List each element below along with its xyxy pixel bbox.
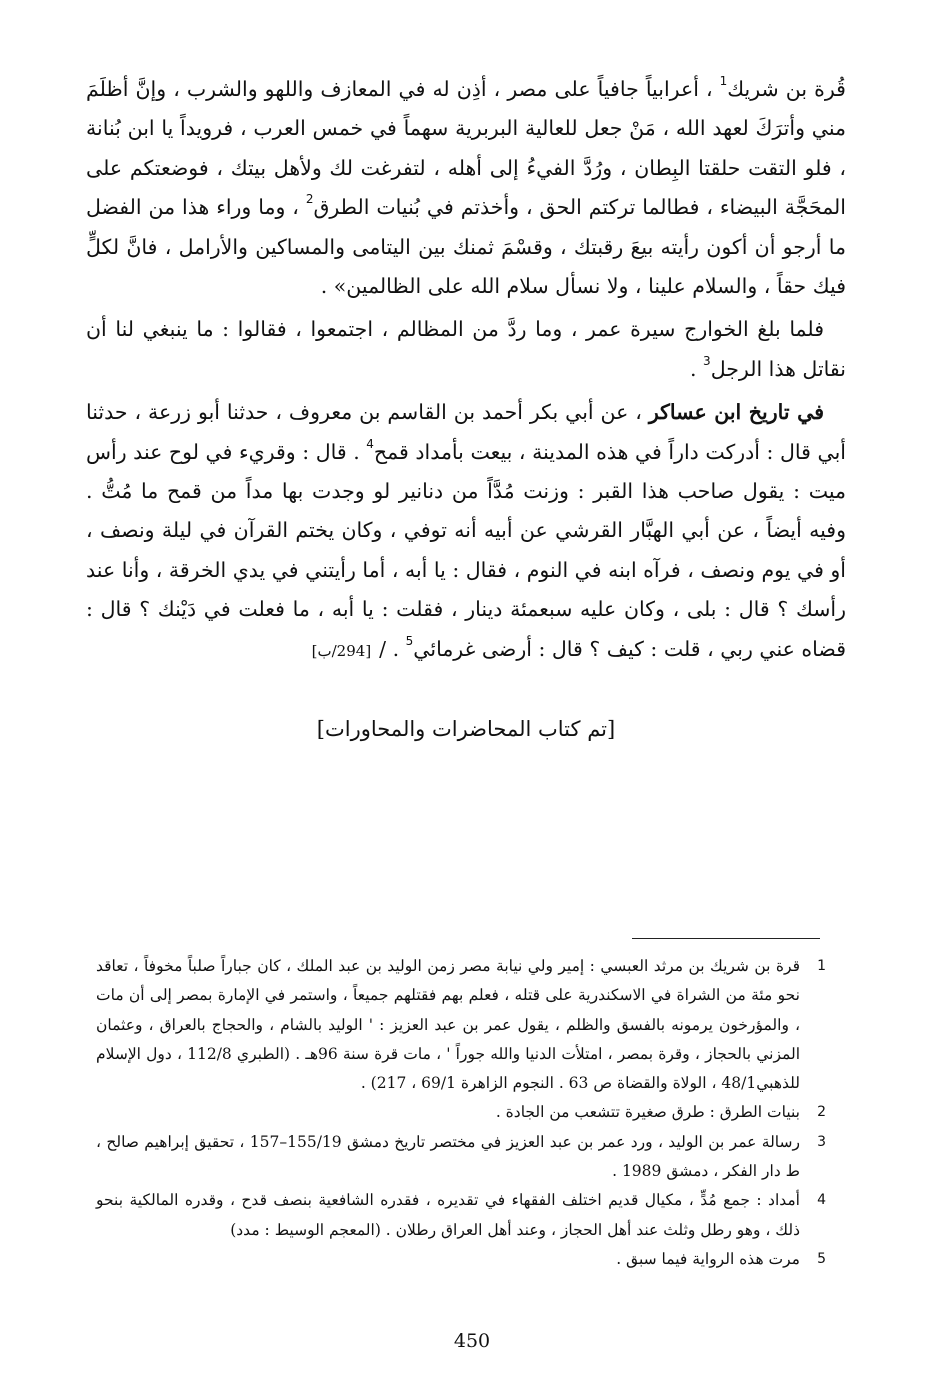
paragraph-ibn-asakir: [86, 393, 846, 671]
text-run: . قال : وقريء في لوح عند رأس ميت : يقول صاحب هذا القبر : وزنت مُدَّاً من دنانير لو وجدت بها مداً من قمح ما مُتُّ . وفيه أيضاً ، عن أبي الهبَّار القرشي عن أبيه أنه توفي ، وكان يختم القرآن في ليلة ونصف ، أو في يوم ونصف ، فرآه ابنه في النوم ، فقال : يا أبه ، أما رأيتني في يدي الخرقة ، وأنا عند رأسك ؟ قال : بلى ، وكان عليه سبعمئة دينار ، فقلت : يا أبه ، ما فعلت في دَيْنك ؟ قال : قضاه عني ربي ، قلت : كيف ؟ قال : أرضى غرمائي: [86, 439, 846, 661]
text-run: ، وما وراء هذا من الفضل ما أرجو أن أكون رأيته بيعَ رقبتك ، وقسْمَ ثمنك بين اليتامى والمساكين والأرامل ، فانَّ لكلٍّ فيك حقاً ، والسلام علينا ، ولا نسأل سلام الله على الظالمين» .: [86, 195, 846, 299]
text-run: . /: [379, 636, 406, 661]
footnote-ref-3[interactable]: 3: [703, 354, 711, 369]
source-heading: في تاريخ ابن عساكر: [648, 400, 824, 425]
book-end-title: [تم كتاب المحاضرات والمحاورات]: [316, 717, 616, 742]
footnote-text: بنيات الطرق : طرق صغيرة تتشعب من الجادة .: [495, 1103, 800, 1122]
footnote-3: [96, 1128, 826, 1187]
main-text: [86, 70, 846, 741]
footnote-5: [96, 1245, 826, 1274]
text-run: فلما بلغ الخوارج سيرة عمر ، وما ردَّ من المظالم ، اجتمعوا ، فقالوا : ما ينبغي لنا أن نقاتل هذا الرجل: [86, 317, 846, 381]
footnote-ref-4[interactable]: 4: [366, 436, 374, 451]
page-number: 450: [453, 1330, 491, 1352]
footnote-number: 1: [817, 958, 826, 974]
footnotes: [96, 952, 826, 1274]
footnote-number: 5: [817, 1250, 826, 1267]
paragraph-khawarij: [86, 310, 846, 389]
footnote-text: رسالة عمر بن الوليد ، ورد عمر بن عبد العزيز في مختصر تاريخ دمشق 155/19–157 ، تحقيق إبراهيم صالح ، ط دار الفكر ، دمشق 1989 .: [96, 1132, 800, 1181]
footnote-number: 2: [817, 1104, 826, 1121]
footnote-1: [96, 952, 826, 1098]
footnote-text: مرت هذه الرواية فيما سبق .: [616, 1249, 800, 1268]
footnote-separator: [632, 938, 820, 939]
footnote-ref-5[interactable]: 5: [405, 633, 414, 648]
footnote-number: 3: [817, 1133, 826, 1150]
text-run: ، عن أبي بكر أحمد بن القاسم بن معروف ، حدثنا أبو زرعة ، حدثنا أبي قال : أدركت داراً في هذه المدينة ، بيعت بأمداد قمح: [86, 400, 846, 464]
footnote-number: 4: [817, 1192, 826, 1209]
manuscript-folio-marker: [294/ب]: [311, 641, 372, 660]
footnote-4: [96, 1186, 826, 1245]
paragraph-letter-ending: [86, 70, 846, 306]
text-run: قُرة بن شريك: [727, 77, 846, 101]
footnote-text: قرة بن شريك بن مرثد العبسي : إمير ولي نيابة مصر زمن الوليد بن عبد الملك ، كان جباراً صلباً مخوفاً ، تعاقد نحو مئة من الشراة في الاسكندرية على قتله ، فعلم بهم فقتلهم جميعاً ، واستمر في الإمارة بمصر إلى أن مات ، والمؤرخون يرمونه بالفسق والظلم ، يقول عمر بن عبد العزيز : ' الوليد بالشام ، والحجاج بالعراق ، وعثمان المزني بالحجاز ، وقرة بمصر ، امتلأت الدنيا والله جوراً ' ، مات قرة سنة 96هـ . (الطبري 112/8 ، دول الإسلام للذهبي48/1 ، الولاة والقضاة ص 63 . النجوم الزاهرة 69/1 ، 217) .: [96, 957, 800, 1093]
footnote-ref-2[interactable]: 2: [305, 192, 314, 207]
text-run: .: [690, 356, 704, 381]
text-run: ، أعرابياً جافياً على مصر ، أذِن له في المعازف واللهو والشرب ، وإنَّ أظلَمَ مني وأترَكَ لعهد الله ، مَنْ جعل للعالية البربرية سهماً في خمس العرب ، فرويداً يا ابن بُنانة ، فلو التقت حلقتا البِطان ، ورُدَّ الفيءُ إلى أهله ، لتفرغت لك ولأهل بيتك ، فوضعتكم على المحَجَّة البيضاء ، فطالما تركتم الحق ، وأخذتم في بُنيات الطرق: [86, 77, 846, 220]
footnote-text: أمداد : جمع مُدٍّ ، مكيال قديم اختلف الفقهاء في تقديره ، فقدره الشافعية بنصف قدح ، وقدره المالكية بنحو ذلك ، وهو رطل وثلث عند أهل الحجاز ، وعند أهل العراق رطلان . (المعجم الوسيط : مدد): [96, 1191, 800, 1239]
footnote-ref-1[interactable]: 1: [719, 74, 728, 89]
footnote-2: [96, 1098, 826, 1127]
